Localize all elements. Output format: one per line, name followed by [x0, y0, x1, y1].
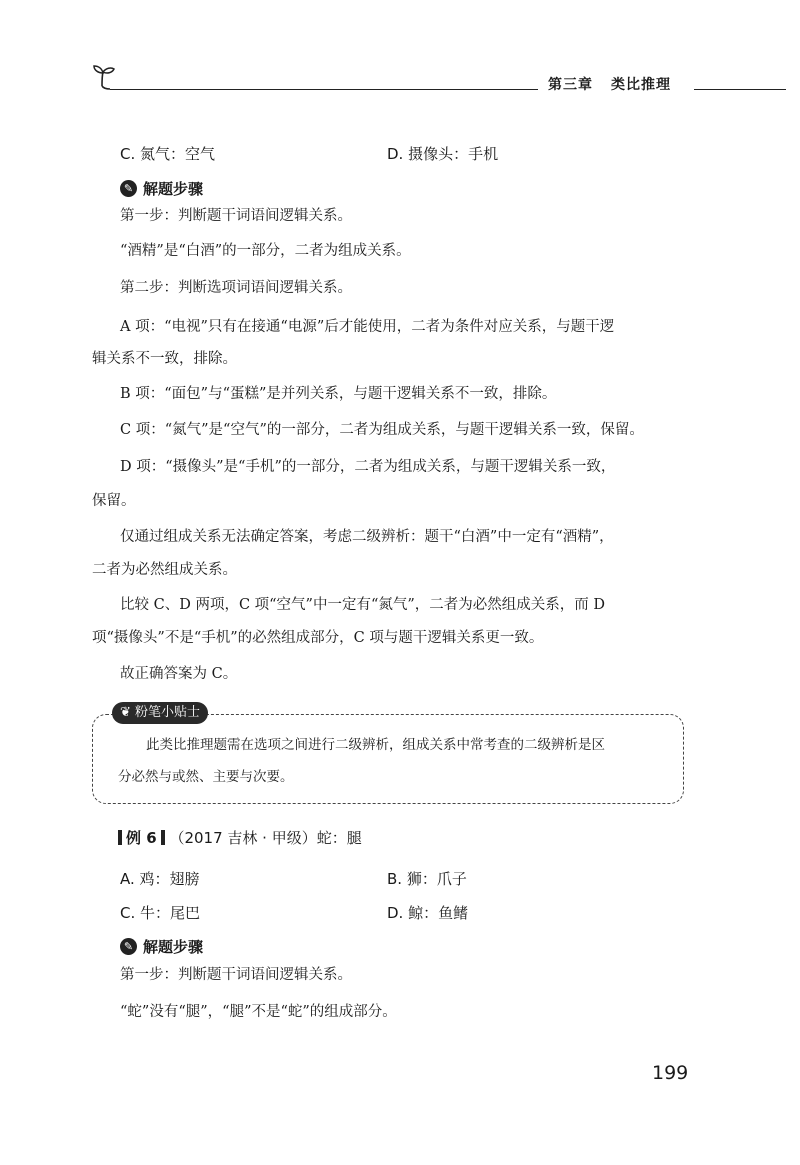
example-option-b: B. 狮：爪子 [387, 870, 467, 888]
option-a-analysis: A 项：“电视”只有在接通“电源”后才能使用，二者为条件对应关系，与题干逻 [120, 319, 615, 335]
option-b-analysis: B 项：“面包”与“蛋糕”是并列关系，与题干逻辑关系不一致，排除。 [120, 386, 557, 402]
stem-relation: “酒精”是“白酒”的一部分，二者为组成关系。 [120, 243, 411, 259]
example-option-d: D. 鲸：鱼鳍 [387, 904, 469, 922]
step2-line: 第二步：判断选项词语间逻辑关系。 [120, 280, 352, 296]
bar-icon [161, 830, 165, 845]
example-source: （2017 吉林 · 甲级）蛇：腿 [169, 829, 362, 847]
example-heading [118, 827, 362, 848]
solution-heading [120, 178, 203, 199]
steps-icon: ✎ [120, 180, 137, 197]
option-c: C. 氮气：空气 [120, 145, 216, 163]
tip-badge [112, 702, 208, 724]
solution-heading-label: 解题步骤 [143, 180, 204, 198]
chapter-number: 第三章 [548, 77, 593, 93]
option-d: D. 摄像头：手机 [387, 145, 499, 163]
chapter-heading [548, 74, 689, 94]
secondary-analysis: 仅通过组成关系无法确定答案，考虑二级辨析：题干“白酒”中一定有“酒精”， [120, 529, 614, 545]
solution-heading-2 [120, 936, 203, 957]
example-option-c: C. 牛：尾巴 [120, 904, 201, 922]
option-a-analysis-cont: 辑关系不一致，排除。 [92, 351, 237, 367]
tip-text-cont: 分必然与或然、主要与次要。 [118, 769, 294, 785]
header-rule-right [694, 89, 786, 90]
page-number: 199 [652, 1062, 689, 1084]
comparison-cont: 项“摄像头”不是“手机”的必然组成部分，C 项与题干逻辑关系更一致。 [92, 630, 544, 646]
comparison: 比较 C、D 两项，C 项“空气”中一定有“氮气”，二者为必然组成关系，而 D [120, 597, 606, 613]
sprout-icon [88, 60, 118, 90]
tip-badge-label: 粉笔小贴士 [135, 705, 201, 720]
solution-heading-2-label: 解题步骤 [143, 938, 204, 956]
option-c-analysis: C 项：“氮气”是“空气”的一部分，二者为组成关系，与题干逻辑关系一致，保留。 [120, 422, 644, 438]
steps-icon: ✎ [120, 938, 137, 955]
option-d-analysis-cont: 保留。 [92, 493, 136, 509]
bar-icon [118, 830, 122, 845]
step1-line-2: 第一步：判断题干词语间逻辑关系。 [120, 967, 352, 983]
tip-text: 此类比推理题需在选项之间进行二级辨析，组成关系中常考查的二级辨析是区 [146, 737, 605, 753]
sprout-small-icon: ❦ [120, 705, 136, 720]
step1-line: 第一步：判断题干词语间逻辑关系。 [120, 208, 352, 224]
header-rule-left [110, 89, 538, 90]
example-label: 例 6 [126, 829, 157, 847]
example-option-a: A. 鸡：翅膀 [120, 870, 200, 888]
stem-relation-2: “蛇”没有“腿”，“腿”不是“蛇”的组成部分。 [120, 1004, 397, 1020]
option-d-analysis: D 项：“摄像头”是“手机”的一部分，二者为组成关系，与题干逻辑关系一致， [120, 459, 616, 475]
answer-line: 故正确答案为 C。 [120, 666, 238, 682]
chapter-title: 类比推理 [611, 77, 671, 93]
secondary-analysis-cont: 二者为必然组成关系。 [92, 562, 237, 578]
